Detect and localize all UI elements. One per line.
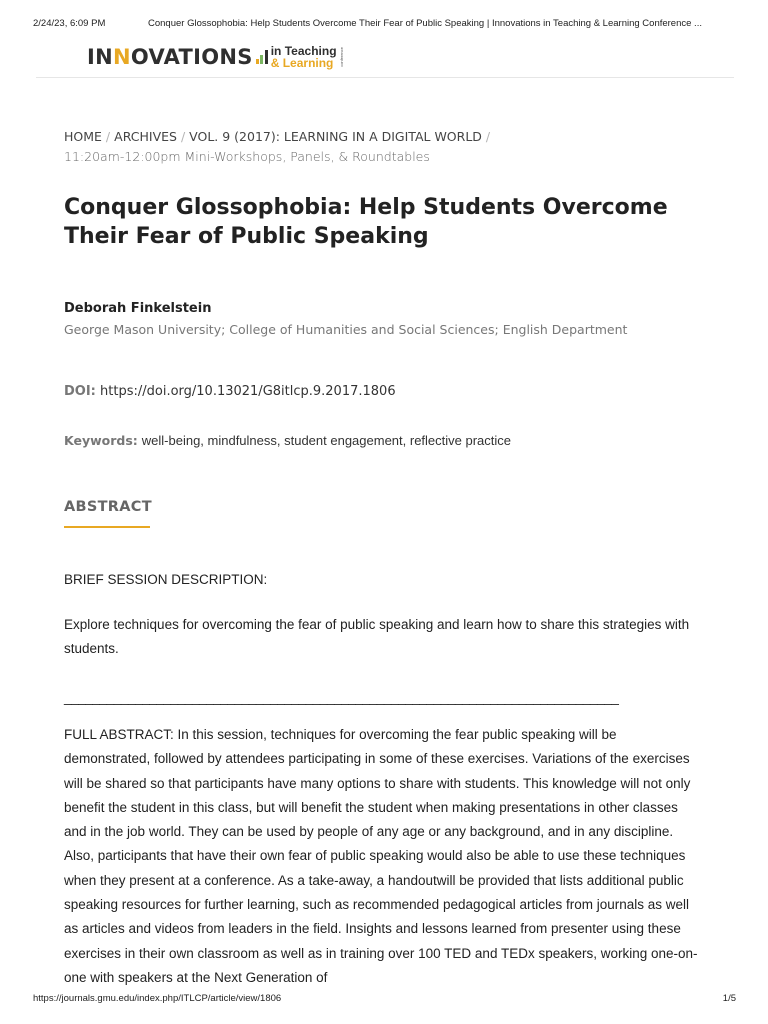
breadcrumb (64, 127, 704, 167)
abstract-brief-description: Explore techniques for overcoming the fear of public speaking and learn how to share this strategies with students. (64, 617, 690, 657)
breadcrumb-current: 11:20am-12:00pm Mini-Workshops, Panels, & Roundtables (64, 149, 430, 164)
keywords-value: well-being, mindfulness, student engagement, reflective practice (141, 433, 512, 448)
keywords-label: Keywords: (64, 433, 138, 448)
author-affiliation: George Mason University; College of Humanities and Social Sciences; English Department (64, 322, 628, 337)
logo-tagline: in Teaching & Learning (270, 44, 337, 70)
abstract-full-text: FULL ABSTRACT: In this session, techniques for overcoming the fear public speaking will be demonstrated, followed by attendees participating in some of these exercises. Variations of the exercises will be shared so that participants have many options to share with students. This knowledge will not only benefit the student in this class, but will benefit the student when making presentations in other classes and in the job world. They can be used by people of any age or any background, and in any discipline. Also, participants that have their own fear of public speaking would also be able to use these techniques when they present at a conference. As a take-away, a handoutwill be provided that lists additional public speaking resources for further learning, such as recommended pedagogical articles from journals as well as articles and videos from leaders in the field. Insights and lessons learned from presenter using these exercises in their own classroom as well as in training over 100 TED and TEDx speakers, working one-on-one with speakers at the Next Generation of (64, 727, 698, 985)
logo-conference-label: conference (338, 47, 344, 67)
doi (64, 384, 396, 399)
doi-link[interactable]: https://doi.org/10.13021/G8itlcp.9.2017.1806 (100, 384, 396, 399)
print-page-title: Conquer Glossophobia: Help Students Overcome Their Fear of Public Speaking | Innovations in Teaching & Learning Conference ... (148, 18, 702, 29)
print-date: 2/24/23, 6:09 PM (33, 18, 106, 29)
abstract-heading: ABSTRACT (64, 499, 152, 515)
site-logo[interactable] (87, 42, 344, 72)
breadcrumb-volume[interactable]: VOL. 9 (2017): LEARNING IN A DIGITAL WORLD (189, 129, 482, 144)
logo-wordmark: INNOVATIONS (87, 45, 253, 69)
header-divider (36, 77, 734, 78)
breadcrumb-separator: / (105, 129, 111, 144)
print-page-number: 1/5 (722, 993, 736, 1004)
doi-label: DOI: (64, 384, 96, 399)
breadcrumb-home[interactable]: HOME (64, 129, 102, 144)
breadcrumb-separator: / (485, 129, 491, 144)
abstract-underline (64, 526, 150, 528)
abstract-divider-line: ______________________________________________________________________________ (64, 690, 619, 705)
breadcrumb-archives[interactable]: ARCHIVES (114, 129, 177, 144)
breadcrumb-separator: / (180, 129, 186, 144)
bar-chart-icon (256, 50, 268, 64)
author-name: Deborah Finkelstein (64, 301, 212, 316)
article-title: Conquer Glossophobia: Help Students Overcome Their Fear of Public Speaking (64, 195, 668, 249)
abstract-brief-heading: BRIEF SESSION DESCRIPTION: (64, 572, 268, 587)
keywords (64, 433, 511, 448)
print-url: https://journals.gmu.edu/index.php/ITLCP/article/view/1806 (33, 993, 282, 1004)
print-header (33, 18, 738, 29)
print-footer (33, 993, 736, 1004)
